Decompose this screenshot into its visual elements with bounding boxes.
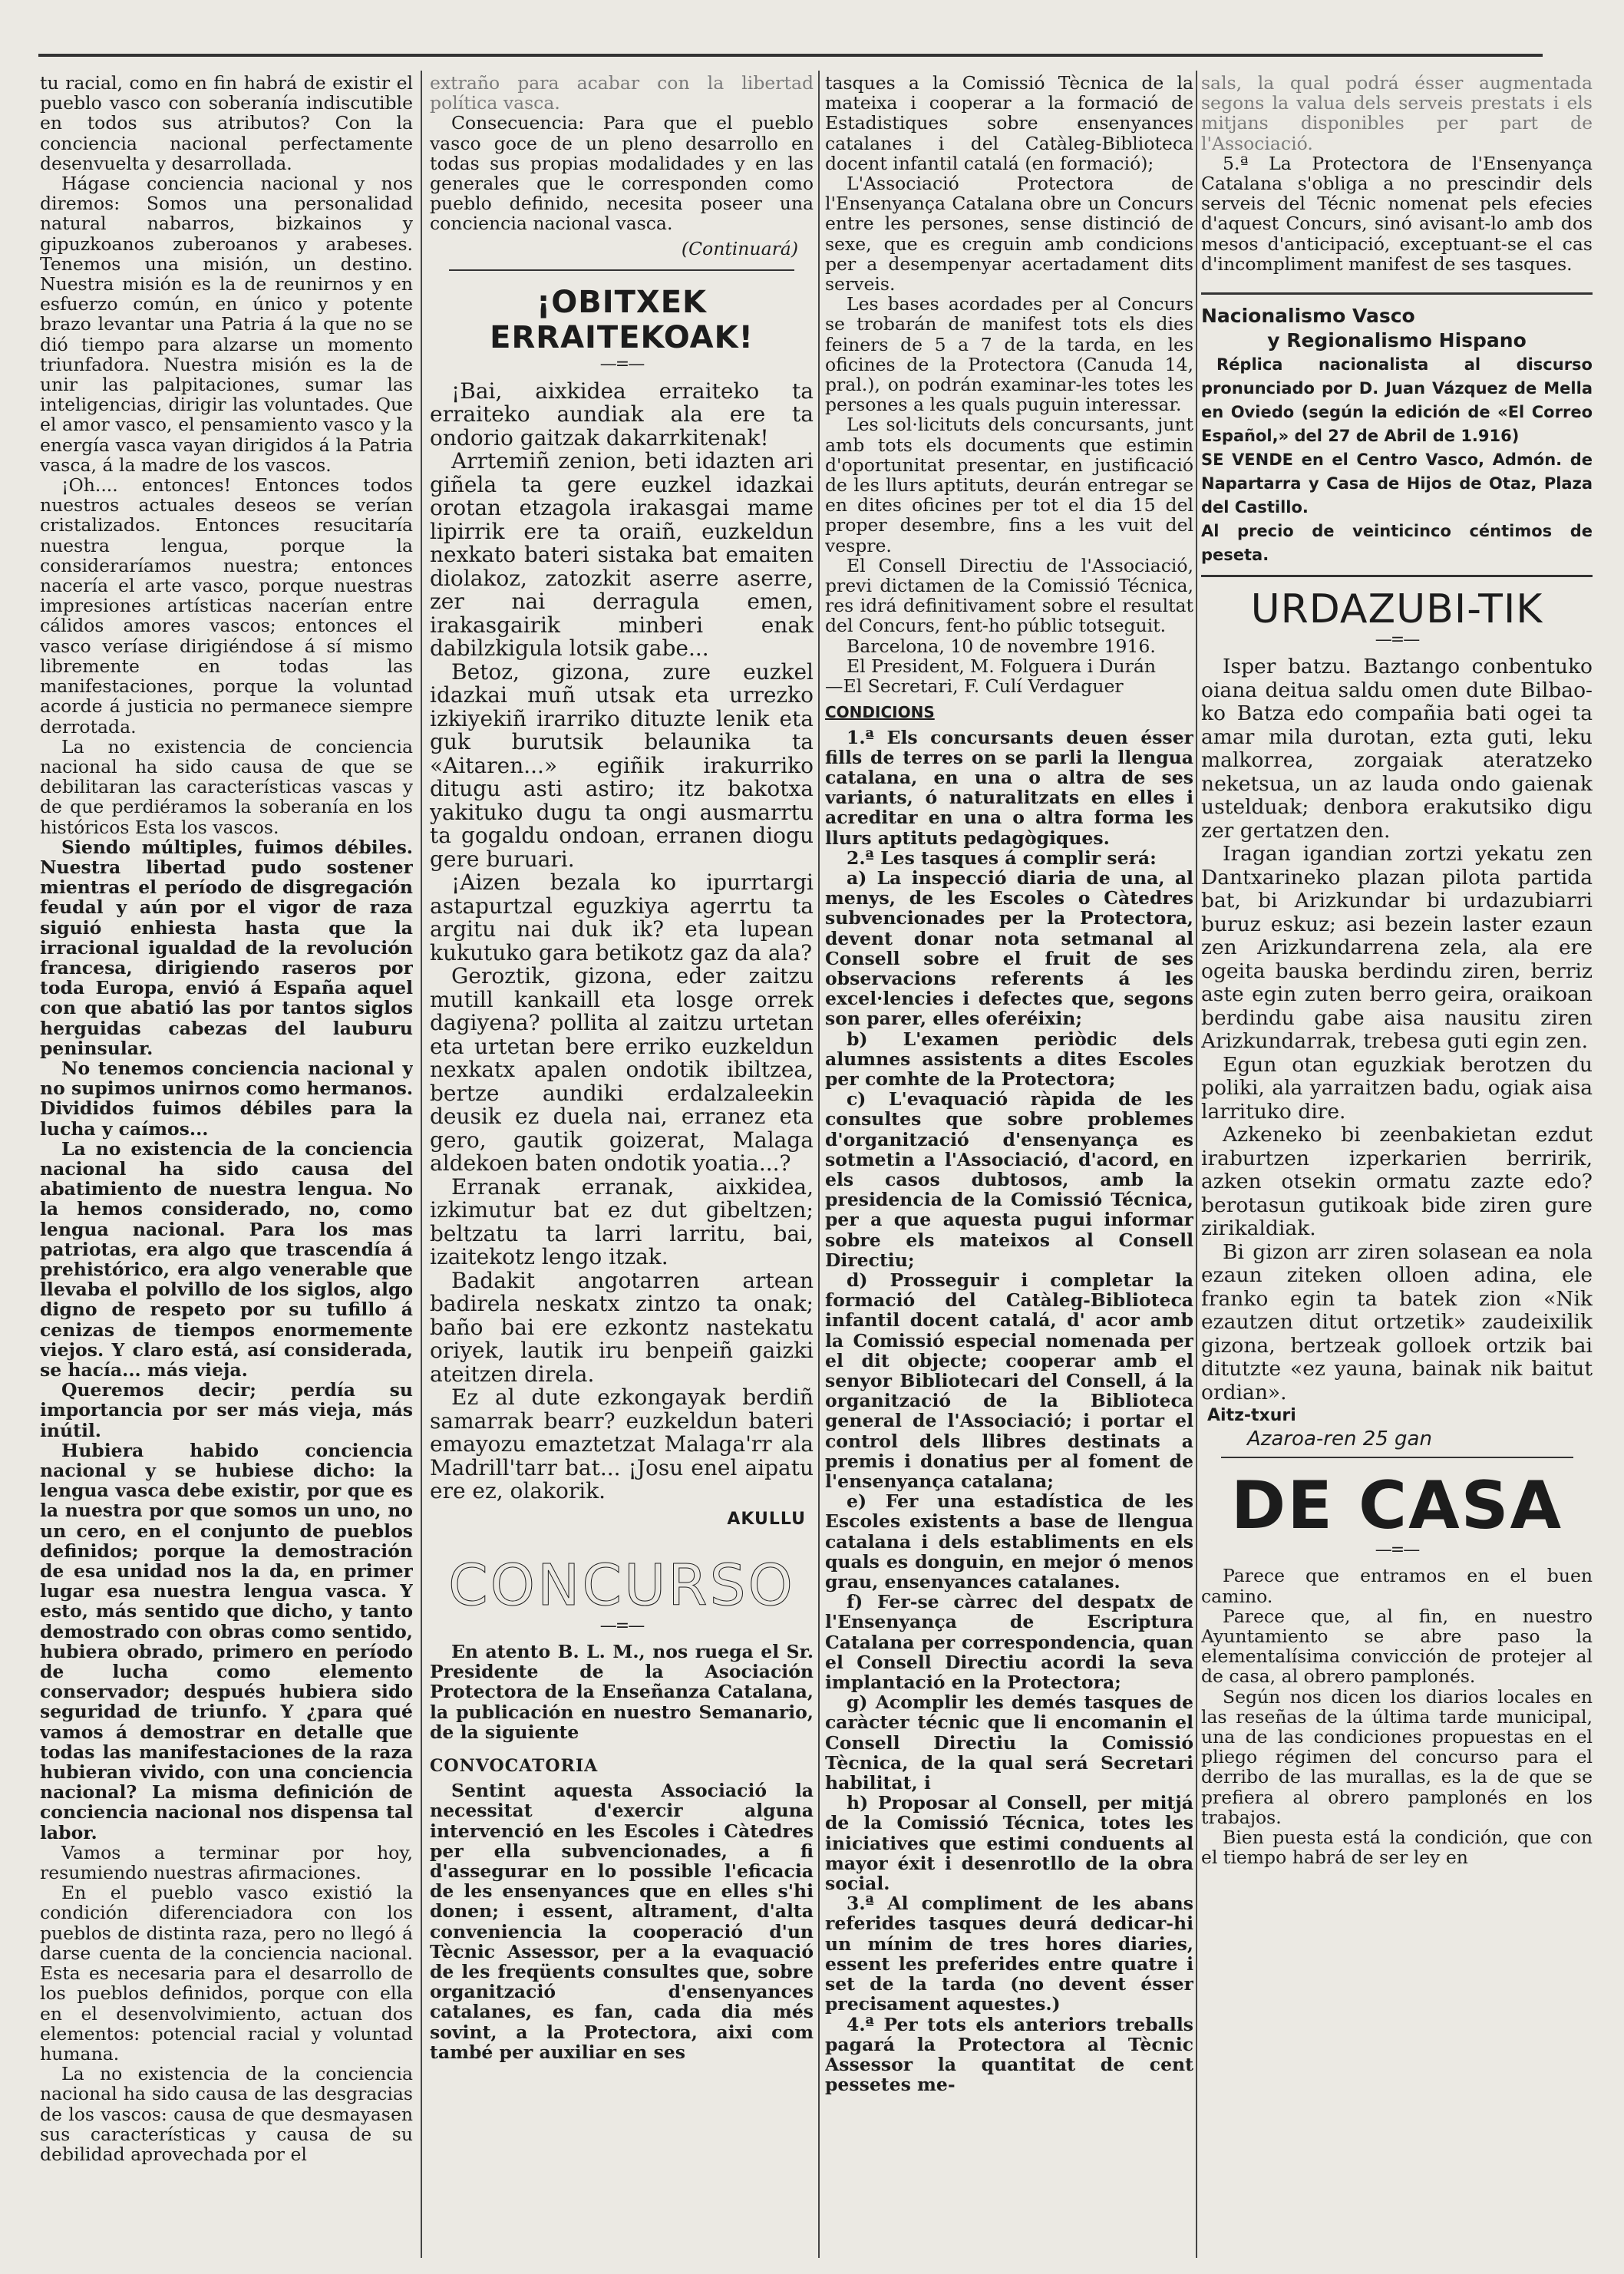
condition-item: 2.ª Les tasques á complir será: bbox=[847, 847, 1157, 869]
paragraph: No tenemos conciencia nacional y no supimos unirnos como hermanos. Divididos fuimos débiles para la lucha y caímos... bbox=[40, 1057, 413, 1140]
obit-body bbox=[430, 380, 814, 1503]
paragraph: La no existencia de la conciencia nacional ha sido causa del abatimiento de nuestra lengua. No la hemos considerado, no, como lengua nacional. Para los mas patriotas, era algo que trascendía á prehistórico, era algo venerable que llevaba el polvillo de los siglos, algo digno de respeto por su tufillo á cenizas de tiempos enormemente viejos. Y claro está, así considerada, se hacía... más vieja. bbox=[40, 1137, 413, 1381]
urdazubi-date: Azaroa-ren 25 gan bbox=[1247, 1427, 1432, 1451]
continued-note: (Continuará) bbox=[681, 237, 798, 259]
condition-item: h) Proposar al Consell, per mitjá de la Comissió Técnica, totes les iniciatives que estimi conduents al mayor éxit i desenrotllo de la obra social. bbox=[825, 1792, 1193, 1895]
paragraph: Badakit angotarren artean badirela neskatx zintzo ta onak; baño bai ere ezkontz nastekatu oriyek, lautik iru benpeiñ gaizki ateitzen direla. bbox=[430, 1267, 814, 1387]
decasa-headline: DE CASA bbox=[1230, 1467, 1563, 1545]
paragraph: Azkeneko bi zeenbakietan ezdut iraburtzen izperkarien berririk, azken otsekin ormatu zazte edo? berotasun gutikoak bide ziren gure zirikaldiak. bbox=[1201, 1123, 1593, 1241]
paragraph: Egun otan eguzkiak berotzen du poliki, ala yarraitzen badu, ogiak aisa larrituko dire. bbox=[1201, 1052, 1593, 1124]
paragraph: El Consell Directiu de l'Associació, previ dictamen de la Comissió Técnica, res idrá definitivament sobre el resultat del Concurs, fent-ho públic totseguit. bbox=[825, 554, 1193, 637]
condition-item: a) La inspecció diaria de una, al menys, de les Escoles o Càtedres subvencionades per la Protectora, devent donar nota setmanal al Consell sobre el fruit de ses observacions referents á les excel·lencies i defectes que, segons son parer, elles oferéixin; bbox=[825, 866, 1193, 1030]
adv-price: Al precio de veinticinco céntimos de peseta. bbox=[1201, 522, 1593, 565]
paragraph: 5.ª La Protectora de l'Ensenyança Catalana s'obliga a no prescindir dels serveis del Técnic nomenat pels efecies d'aquest Concurs, sinó avisant-lo amb dos mesos d'anticipació, exceptuant-se el cas d'incompliment manifest de ses tasques. bbox=[1201, 152, 1593, 275]
section-rule bbox=[1221, 1457, 1573, 1458]
signature-secretari: —El Secretari, F. Culí Verdaguer bbox=[825, 675, 1124, 698]
paragraph: tu racial, como en fin habrá de existir el pueblo vasco con soberanía indiscutible en todos sus atributos? Con la conciencia nacional perfectamente desenvuelta y desarrollada. bbox=[40, 73, 413, 174]
obit-author: AKULLU bbox=[727, 1509, 806, 1529]
conditions-heading: CONDICIONS bbox=[825, 703, 935, 722]
paragraph: Consecuencia: Para que el pueblo vasco goce de un pleno desarrollo en todas sus propias modalidades y en las generales que le corresponden como pueblo definido, necesita poseer una conciencia nacional vasca. bbox=[430, 112, 814, 235]
paragraph: Hágase conciencia nacional y nos diremos: Somos una personalidad natural nabarros, bizkainos y gipuzkoanos zuberoanos y arabeses. Tenemos una misión, un destino. Nuestra misión es la de reunirnos y en esfuerzo común, en único y potente brazo levantar una Patria á la que no se dió tiempo para alzarse un momento triunfadora. Nuestra misión es la de unir las palpitaciones, sumar las inteligencias, dirigir las voluntades. Que el amor vasco, el pensamiento vasco y la energía vasca vayan dirigidos á la Patria vasca, á la madre de los vascos. bbox=[40, 173, 413, 476]
condition-item: f) Fer-se càrrec del despatx de l'Ensenyança de Escriptura Catalana per correspondencia, quan el Consell Directiu acordi la seva implantació en la Protectora; bbox=[825, 1591, 1193, 1694]
place-date: Barcelona, 10 de novembre 1916. bbox=[847, 635, 1156, 657]
ornament: —=— bbox=[1375, 630, 1419, 650]
ornament: —=— bbox=[1375, 1540, 1419, 1560]
paragraph: Hubiera habido conciencia nacional y se hubiese dicho: la lengua vasca debe existir, por que es la nuestra por que somos un uno, no un cero, en el conjunto de pueblos definidos; porque la demostración de esa unidad nos la da, en primer lugar esa nuestra lengua vasca. Y esto, más sentido que dicho, y tanto demostrado con obras como sentido, hubiera obrado, primero en período de lucha como elemento conservador; después hubiera sido seguridad de triunfo. Y ¿para qué vamos á demostrar en detalle que todas las manifestaciones de la raza hubieran vivido, con una conciencia nacional? La misma definición de conciencia nacional nos dispensa tal labor. bbox=[40, 1439, 413, 1843]
paragraph: Isper batzu. Baztango conbentuko oiana deitua saldu omen dute Bilbao-ko Batza edo compañia bati ogei ta amar mila durotan, ezta guti, leku malkorrea, zorgaiak ateratzeko neketsua, un az lauda ondo gaienak ustelduak; denbora erakutsiko digu zer gertatzen den. bbox=[1201, 655, 1593, 843]
paragraph: Vamos a terminar por hoy, resumiendo nuestras afirmaciones. bbox=[40, 1841, 413, 1884]
paragraph: sals, la qual podrá ésser augmentada segons la valua dels serveis prestats i els mitjans disponibles per part de l'Associació. bbox=[1201, 73, 1593, 154]
column-2 bbox=[430, 73, 814, 2268]
signature-president: El President, M. Folguera i Durán bbox=[847, 655, 1156, 677]
paragraph: Les sol·licituts dels concursants, junt amb tots els documents que estimin d'oportunitat presentar, en justificació de les llurs aptituts, deurán entregar se en dites oficines per tot el dia 15 del proper desembre, fins a les vuit del vespre. bbox=[825, 414, 1193, 556]
condition-item: 1.ª Els concursants deuen ésser fills de terres on se parli la llengua catalana, en una o altra de ses variants, ó naturalitzats en elles i acreditar en una o altra forma les llurs aptituts pedagògiques. bbox=[825, 726, 1193, 849]
urdazubi-author: Aitz-txuri bbox=[1207, 1406, 1296, 1426]
paragraph: Ez al dute ezkongayak berdiñ samarrak bearr? euzkeldun bateri emayozu emaztetzat Malaga'rr ala Madrill'tarr bat... ¡Josu enel aipatu ere ez, olakorik. bbox=[430, 1385, 814, 1504]
condition-item: d) Prosseguir i completar la formació del Catàleg-Biblioteca infantil docent catalá, d' acor amb la Comissió especial nomenada per el dit objecte; cooperar amb el senyor Bibliotecari del Consell, á la organització de la Biblioteca general de l'Associació; i portar el control dels llibres destinats a premis i donatius per al foment de l'ensenyança catalana; bbox=[825, 1269, 1193, 1493]
paragraph: Bien puesta está la condición, que con el tiempo habrá de ser ley en bbox=[1201, 1827, 1593, 1869]
paragraph: La no existencia de conciencia nacional ha sido causa de que se debilitaran las características vascas y de que perdiéramos la soberanía en los históricos Esta los vascos. bbox=[40, 735, 413, 838]
condition-item: 4.ª Per tots els anteriors treballs pagará la Protectora al Tècnic Assessor la quantitat de cent pessetes me- bbox=[825, 2013, 1193, 2096]
paragraph: ¡Oh.... entonces! Entonces todos nuestros actuales deseos se verían cristalizados. Entonces resucitaría nuestra lengua, porque la consideraríamos nuestra; entonces nacería el arte vasco, porque nuestras impresiones artísticas nacerían entre cálidos amores vascos; entonces el vasco veríase dirigiéndose á sí mismo libremente en todas las manifestaciones, porque la voluntad acorde á justicia no permanece siempre derrotada. bbox=[40, 474, 413, 738]
paragraph: Erranak erranak, aixkidea, izkimutur bat ez dut gibeltzen; beltzatu ta larri larritu, bai, izaitekotz lengo itzak. bbox=[430, 1173, 814, 1270]
condition-item: g) Acomplir les demés tasques de caràcter técnic que li encomanin el Consell Directiu la Comissió Tècnica, de la qual será Secretari habilitat, i bbox=[825, 1691, 1193, 1794]
condition-item: 3.ª Al compliment de les abans referides tasques deurá dedicar-hi un mínim de tres hores diaries, essent les preferides entre quatre i set de la tarda (no devent ésser precisament aquestes.) bbox=[825, 1893, 1193, 2015]
paragraph: Sentint aquesta Associació la necessitat d'exercir alguna intervenció en les Escoles i Càtedres per ella subvencionades, a fi d'assegurar en lo possible l'eficacia de les ensenyances que en elles s'hi donen; i essent, altrament, d'alta conveniencia la cooperació d'un Tècnic Assessor, per a la evaquació de les freqüents consultes que, sobre organització d'ensenyances catalanes, es fan, cada dia més sovint, a la Protectora, aixi com també per auxiliar en ses bbox=[430, 1780, 814, 2063]
paragraph: Betoz, gizona, zure euzkel idazkai muñ utsak eta urrezko izkiyekiñ irarriko dituzte lenik eta guk burutsik belaunika ta «Aitaren...» egiñik irakurriko ditugu asti astiro; itz bakotxa yakituko dugu ta ongi ausmarrtu ta gogaldu ondoan, erranen diogu gere buruari. bbox=[430, 658, 814, 872]
column-4 bbox=[1201, 73, 1593, 2268]
adv-title-1: Nacionalismo Vasco bbox=[1201, 305, 1415, 328]
paragraph: Parece que, al fin, en nuestro Ayuntamiento se abre paso la elementalísima convicción de protejer al de casa, al obrero pamplonés. bbox=[1201, 1605, 1593, 1688]
paragraph: Según nos dicen los diarios locales en las reseñas de la última tarde municipal, una de las condiciones propuestas en el pliego régimen del concurso para el derribo de las murallas, es la de que se prefiera al obrero pamplonés en los trabajos. bbox=[1201, 1685, 1593, 1828]
book-advertisement bbox=[1201, 292, 1593, 577]
paragraph: Siendo múltiples, fuimos débiles. Nuestra libertad pudo sostener mientras el período de disgregación feudal y aún por el vigor de raza siguió enhiesta hasta que la irracional igualdad de la revolución francesa, dirigiendo raseros por toda Europa, envió á España aquel con que abatió las por tantos siglos herguidas cabezas del lauburu peninsular. bbox=[40, 836, 413, 1059]
paragraph: Iragan igandian zortzi yekatu zen Dantxarineko plazan pilota partida bat, bi Arizkundar bi urdazubiarri buruz eskuz; asi bezein laster ezaun zen Arizkundarrena zela, ala ere ogeita bauska berdindu ziren, berriz aste egin zuten berro geira, oraikoan berdindu gabe aisa nausitu ziren Arizkundarrak, trebesa guti egin zen. bbox=[1201, 842, 1593, 1054]
paragraph: ¡Bai, aixkidea erraiteko ta erraiteko aundiak ala ere ta ondorio gaitzak dakarrkitenak! bbox=[430, 378, 814, 451]
obit-headline: ¡OBITXEK ERRAITEKOAK! bbox=[490, 284, 754, 355]
condition-item: b) L'examen periòdic dels alumnes assistents a dites Escoles per comhte de la Protectora; bbox=[825, 1028, 1193, 1090]
paragraph: Les bases acordades per al Concurs se trobarán de manifest tots els dies feiners de 5 a 7 de la tarda, en les oficines de la Protectora (Canuda 14, pral.), on podrán examinar-les totes les persones a les quals puguin interessar. bbox=[825, 293, 1193, 416]
convocatoria-heading: CONVOCATORIA bbox=[430, 1756, 599, 1777]
paragraph: L'Associació Protectora de l'Ensenyança Catalana obre un Concurs entre les persones, sense distinció de sexe, que es creguin amb condicions per a desempenyar acertadament dits serveis. bbox=[825, 173, 1193, 295]
ornament: —=— bbox=[599, 1616, 644, 1636]
concurso-headline: CONCURSO bbox=[448, 1553, 795, 1619]
condition-item: c) L'evaquació ràpida de les consultes que sobre problemes d'organització d'ensenyança es sotmetin a l'Associació, d'acord, en els casos dubtosos, amb la presidencia de la Comissió Técnica, per a que aquesta pugui informar sobre els mateixos al Consell Directiu; bbox=[825, 1088, 1193, 1271]
paragraph: Parece que entramos en el buen camino. bbox=[1201, 1565, 1593, 1607]
column-3 bbox=[825, 73, 1193, 2268]
paragraph: La no existencia de la conciencia nacional ha sido causa de las desgracias de los vascos: causa de que desmayasen sus características y causa de su debilidad aprovechada por el bbox=[40, 2063, 413, 2165]
section-rule bbox=[449, 269, 794, 271]
paragraph: Arrtemiñ zenion, beti idazten ari giñela ta gere euzkel idazkai orotan etzagola irakasgai mame lipirrik ere ta oraiñ, euzkeldun nexkato bateri sistaka bat emaiten diolakoz, zatozkit aserre aserre, zer nai derragula emen, irakasgairik minberi enak dabilzkigula lotsik gabe... bbox=[430, 448, 814, 662]
paragraph: ¡Aizen bezala ko ipurrtargi astapurtzal eguzkiya agerrtu ta argitu nai duk ik? eta lupean kukutuko gara betikotz gaz da ala? bbox=[430, 870, 814, 965]
column-divider bbox=[421, 71, 422, 2258]
paragraph: En atento B. L. M., nos ruega el Sr. Presidente de la Asociación Protectora de la Enseñanza Catalana, la publicación en nuestro Semanario, de la siguiente bbox=[430, 1641, 814, 1743]
adv-sale: SE VENDE en el Centro Vasco, Admón. de Napartarra y Casa de Hijos de Otaz, Plaza del Castillo. bbox=[1201, 451, 1593, 517]
column-divider bbox=[818, 71, 820, 2258]
ornament: —=— bbox=[599, 354, 644, 374]
paragraph: tasques a la Comissió Tècnica de la mateixa i cooperar a la formació de Estadistiques sobre ensenyances catalanes i del Catàleg-Biblioteca docent infantil catalá (en formació); bbox=[825, 73, 1193, 174]
paragraph: Geroztik, gizona, eder zaitzu mutill kankaill eta losge orrek dagiyena? pollita al zaitzu urtetan eta urtetan bere erriko euzkeldun nexkatx apalen ondotik ibiltzea, bertze aundiki erdalzaleekin deusik ez duela nai, erranez eta gero, gautik goizerat, Malaga aldekoen baten ondotik yoatia...? bbox=[430, 963, 814, 1177]
column-divider bbox=[1196, 71, 1197, 2258]
paragraph: extraño para acabar con la libertad política vasca. bbox=[430, 73, 814, 114]
adv-title-2: y Regionalismo Hispano bbox=[1267, 329, 1527, 352]
paragraph: Queremos decir; perdía su importancia por ser más vieja, más inútil. bbox=[40, 1379, 413, 1441]
paragraph: En el pueblo vasco existió la condición diferenciadora con los pueblos de distinta raza, pero no llegó á darse cuenta de la conciencia nacional. Esta es necesaria para el desarrollo de los pueblos definidos, porque con ella en el desenvolvimiento, actuan dos elementos: potencial racial y voluntad humana. bbox=[40, 1882, 413, 2064]
top-rule bbox=[38, 54, 1543, 57]
adv-description: Réplica nacionalista al discurso pronunciado por D. Juan Vázquez de Mella en Oviedo (según la edición de «El Correo Español,» del 27 de Abril de 1.916) bbox=[1201, 355, 1593, 446]
paragraph: Bi gizon arr ziren solasean ea nola ezaun ziteken olloen adina, ele franko egin ta batek zion «Nik ezautzen ditut ortzetik» zaudeixilik gizona, bertzeak golloek ortzik bai ditutzte «ez yauna, bainak nik baitut ordian». bbox=[1201, 1239, 1593, 1404]
urdazubi-headline: URDAZUBI-TIK bbox=[1250, 586, 1543, 633]
urdazubi-body bbox=[1201, 655, 1593, 1404]
column-1-article bbox=[40, 73, 413, 2268]
condition-item: e) Fer una estadística de les Escoles existents a base de llengua catalana i dels establiments en els quals es donguin, en mejor ó menos grau, ensenyances catalanes. bbox=[825, 1490, 1193, 1593]
